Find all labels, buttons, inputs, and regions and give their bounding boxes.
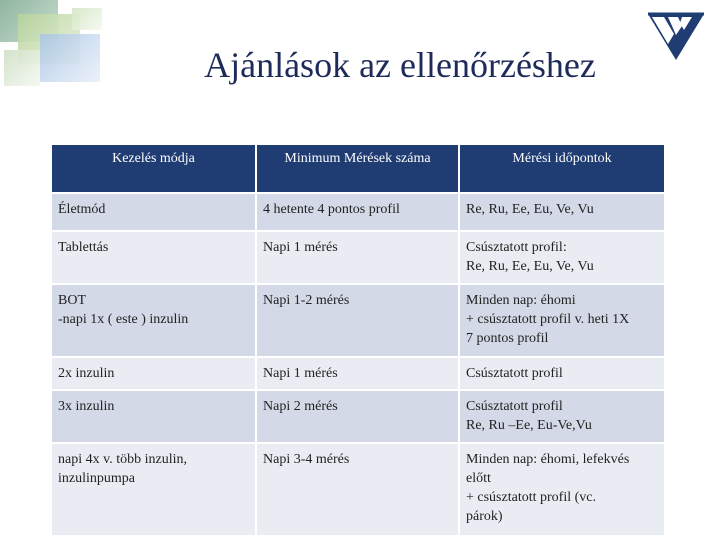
decorative-square	[72, 8, 102, 30]
table-cell: Minden nap: éhomi + csúsztatott profil v. heti 1X 7 pontos profil	[459, 284, 664, 357]
table-cell: Csúsztatott profil: Re, Ru, Ee, Eu, Ve, Vu	[459, 231, 664, 284]
table-cell: Napi 1 mérés	[256, 231, 459, 284]
table-cell: napi 4x v. több inzulin, inzulinpumpa	[52, 443, 256, 535]
table-cell: Életmód	[52, 193, 256, 231]
table-cell: Csúsztatott profil Re, Ru –Ee, Eu-Ve,Vu	[459, 390, 664, 443]
table-cell: Minden nap: éhomi, lefekvés előtt + csúsztatott profil (vc. párok)	[459, 443, 664, 535]
decorative-square	[40, 34, 100, 82]
table-row	[52, 357, 664, 390]
table-row	[52, 284, 664, 357]
table-row	[52, 231, 664, 284]
table-cell: 4 hetente 4 pontos profil	[256, 193, 459, 231]
table-cell: Csúsztatott profil	[459, 357, 664, 390]
page-title: Ajánlások az ellenőrzéshez	[204, 45, 596, 85]
table-cell: Napi 1 mérés	[256, 357, 459, 390]
table-cell: Napi 1-2 mérés	[256, 284, 459, 357]
table-row	[52, 390, 664, 443]
recommendation-table	[52, 145, 664, 535]
column-header-minimum-meresek: Minimum Mérések száma	[256, 145, 459, 193]
column-header-kezeles-modja: Kezelés módja	[52, 145, 256, 193]
decorative-square	[4, 50, 40, 86]
table-row	[52, 193, 664, 231]
table-row	[52, 443, 664, 535]
table-cell: 2x inzulin	[52, 357, 256, 390]
table-cell: Tablettás	[52, 231, 256, 284]
table-cell: 3x inzulin	[52, 390, 256, 443]
table-header-row	[52, 145, 664, 193]
column-header-meresi-idopontok: Mérési időpontok	[459, 145, 664, 193]
table-cell: BOT -napi 1x ( este ) inzulin	[52, 284, 256, 357]
table-cell: Napi 3-4 mérés	[256, 443, 459, 535]
table-cell: Re, Ru, Ee, Eu, Ve, Vu	[459, 193, 664, 231]
table-cell: Napi 2 mérés	[256, 390, 459, 443]
